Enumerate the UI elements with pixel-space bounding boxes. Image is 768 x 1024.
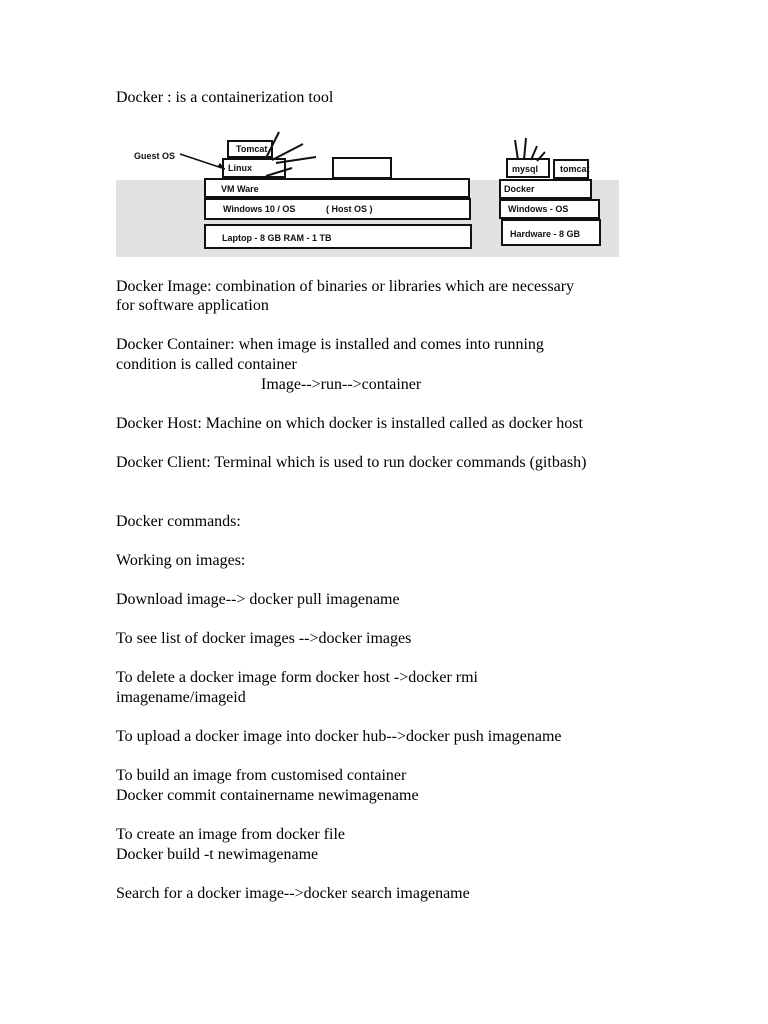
build-file-line1: To create an image from docker file bbox=[116, 826, 345, 843]
images-subheading: Working on images: bbox=[116, 552, 246, 569]
build-custom-line1: To build an image from customised container bbox=[116, 767, 407, 784]
host-os-label: ( Host OS ) bbox=[326, 204, 373, 214]
vmware-label: VM Ware bbox=[221, 184, 259, 194]
empty-vm-box bbox=[333, 158, 391, 178]
list-command: To see list of docker images -->docker images bbox=[116, 630, 412, 647]
architecture-diagram-svg bbox=[116, 130, 619, 257]
hardware-label: Hardware - 8 GB bbox=[510, 229, 581, 239]
windows-host-label: Windows 10 / OS bbox=[223, 204, 296, 214]
stroke-mark bbox=[272, 144, 303, 160]
tomcat-left-label: Tomcat bbox=[236, 144, 268, 154]
container-definition-line2: condition is called container bbox=[116, 356, 297, 373]
download-command: Download image--> docker pull imagename bbox=[116, 591, 400, 608]
delete-command-line1: To delete a docker image form docker host ->docker rmi bbox=[116, 669, 478, 686]
docker-label: Docker bbox=[504, 184, 535, 194]
commands-heading: Docker commands: bbox=[116, 513, 241, 530]
tomcat-right-label: tomcat bbox=[560, 164, 590, 174]
mysql-label: mysql bbox=[512, 164, 539, 174]
search-command: Search for a docker image-->docker search imagename bbox=[116, 885, 470, 902]
image-definition-line1: Docker Image: combination of binaries or libraries which are necessary bbox=[116, 278, 575, 295]
client-definition: Docker Client: Terminal which is used to run docker commands (gitbash) bbox=[116, 454, 587, 471]
build-file-line2: Docker build -t newimagename bbox=[116, 846, 319, 863]
image-definition-line2: for software application bbox=[116, 297, 269, 314]
stroke-mark bbox=[531, 146, 537, 160]
host-definition: Docker Host: Machine on which docker is installed called as docker host bbox=[116, 415, 583, 432]
stroke-mark bbox=[524, 138, 526, 160]
laptop-label: Laptop - 8 GB RAM - 1 TB bbox=[222, 233, 332, 243]
container-flow: Image-->run-->container bbox=[261, 376, 422, 393]
delete-command-line2: imagename/imageid bbox=[116, 689, 246, 706]
upload-command: To upload a docker image into docker hub-->docker push imagename bbox=[116, 728, 562, 745]
guest-os-label: Guest OS bbox=[134, 151, 176, 161]
container-definition-line1: Docker Container: when image is installed and comes into running bbox=[116, 336, 544, 353]
intro-text: Docker : is a containerization tool bbox=[116, 89, 334, 106]
windows-os-label: Windows - OS bbox=[508, 204, 569, 214]
stroke-mark bbox=[515, 140, 518, 160]
architecture-diagram bbox=[116, 130, 619, 257]
build-custom-line2: Docker commit containername newimagename bbox=[116, 787, 419, 804]
linux-label: Linux bbox=[228, 163, 252, 173]
